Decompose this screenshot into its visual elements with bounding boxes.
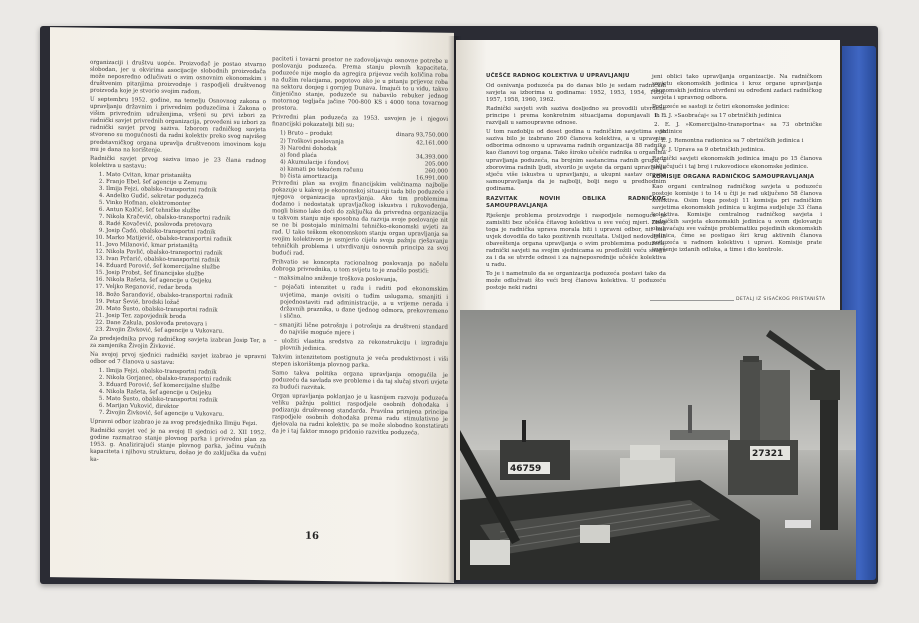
list-item: 22. Dane Zakula, poslovođa pretovara i <box>106 320 266 329</box>
harbor-photo-illustration <box>460 310 856 580</box>
list-item: 12. Nikola Pavlić, obalsko-transportni radnik <box>106 249 266 258</box>
list-item: 17. Veljko Reganović, redar broda <box>106 284 266 293</box>
paragraph: paciteti i tovarni prostor ne zadovoljavaju osnovne potrebe u poslovanju poduzeća. Prema stanju plovnih kapaciteta, poduzeće nije moglo da agregira prijevoz većih količina roba na dužim relacijama, pogotovo ako je u pitanju prijevoz roba na sektoru donjeg i gornjeg Dunava. Imajući to u vidu, takvo činjenično stanje, poduzeće su nabavilo rebuker jednog motornog tegljača jačine 700-800 KS i 4000 tona tovarnog prostora. <box>272 56 448 112</box>
harbor-photo <box>460 310 856 580</box>
list-item: 2. Nikola Gorjanec, obalsko-transportni radnik <box>106 375 266 384</box>
list-item: 19. Petar Ševié, brodski ložač <box>106 299 266 308</box>
paragraph: Od osnivanja poduzeća pa do danas bilo je sedam radničkih savjeta sa izborima u godinama: 1952, 1953, 1954, 1956, 1957, 1958, 1960, 1962. <box>486 83 666 104</box>
row-label: 4) Akumulacije i fondovi <box>280 159 349 167</box>
paragraph: To je i nametnulo da se organizacija poduzeća postavi tako da može odlučivati što veći broj članova kolektiva. U poduzeću postoje neki radni <box>486 271 666 292</box>
paragraph: organizaciji i društvu uopće. Proizvodač je postao stvarno slobodan, jer u okvirima asocijacije slobodnih proizvodača može neposredno odlučivati o svim osnovnim ekonomskim i društvenim pitanjima proizvodnje i raspodjeli društvenog proizvoda koje je stvorio svojim radom. <box>90 59 266 96</box>
paragraph: Samo takva politika organa upravljanja omogućila je poduzeću da savlada sve probleme i da taj slučaj stvori uvjete za budući razvitak. <box>272 370 448 392</box>
row-value: 34,393.000 <box>415 153 448 161</box>
page-number: 16 <box>305 530 319 542</box>
paragraph: Privredni plan poduzeća za 1953. usvojen je i njegovi financijski pokazatelji bili su: <box>272 114 448 129</box>
list-item: 13. Ivan Prčarić, obalsko-transportni radnik <box>106 256 266 265</box>
list-item: 3. Ilmija Fejzi, obalsko-transportni radnik <box>106 186 266 195</box>
dash-item: – pojačati intenzitet u radu i raditi pod ekonomskim uvjetima, manje ovisiti o tuđim uslugama, smanjiti i pojednostaviti rad administracije, a u vrijeme nerada i državnih praznika, u dane tjednog odmora, prekovremeno i slično. <box>274 284 448 320</box>
list-item: 3. Eduard Porović, šef komercijalne službe <box>106 382 266 391</box>
left-page <box>50 27 454 583</box>
list-item: 11. Jovo Milanović, kmar pristaništa <box>106 242 266 251</box>
section-heading: RAZVITAK NOVIH OBLIKA RADNIČKOG SAMOUPRAVLJANJA <box>486 195 666 209</box>
board-members-list <box>90 368 266 420</box>
paragraph: Na svojoj prvoj sjednici radnički savjet izabrao je upravni odbor od 7 članova u sastavu: <box>90 351 266 366</box>
list-item: 5. Mato Šusto, obalsko-transportni radnik <box>106 396 266 405</box>
paragraph: Kao organi centralnog radničkog savjeta u poduzeću postoje komisije i to 14 u čiji je rad uključeno 58 članova kolektiva. Osim toga postoji 11 komisija pri radničkim savjetima ekonomskih jedinica u kojima sudjeluje 33 člana kolektiva. Komisije centralnog radničkog savjeta i radničkih savjeta ekonomskih jedinica u svom djelovanju obuhvaćaju sve važnije problematiku pojedinih ekonomskih jedinica, čime se postigao širi krug aktivnih članova poduzeća u radnom kolektivu i upravi. Komisije prate izvršenje izdanih odluka, a time i dio kontrole. <box>652 183 822 254</box>
caption-rule <box>650 300 734 301</box>
paragraph: Radnički savjet prvog saziva imao je 23 člana radnog kolektiva u sastavu: <box>90 155 266 170</box>
list-item: 3. E. J. Remontna radionica sa 7 obrtničkih jedinica i <box>654 138 804 145</box>
paragraph: Poduzeće se sastoji iz četiri ekonomske jedinice: <box>652 104 790 111</box>
row-value: 16,991.000 <box>415 175 448 182</box>
row-label: 1) Bruto – produkt <box>280 130 333 138</box>
row-label: 2) Troškovi poslovanja <box>280 137 344 145</box>
list-item: 6. Antun Kalčić, šef tehničke službe <box>106 207 266 216</box>
list-item: 4. Nikola Rašeta, šef agencije u Osijeku <box>106 389 266 398</box>
row-label: b) čista amortizacija <box>280 173 338 180</box>
paragraph: Takvim intenzitetom postignuta je veća produktivnost i viši stepen iskorištenja plovnog parka. <box>272 354 448 369</box>
list-item: 4. Andelko Gudić, sekretar poduzeća <box>106 193 266 202</box>
list-item: 10. Marko Matijević, obalsko-transportni radnik <box>106 235 266 244</box>
section-heading: UČEŠĆE RADNOG KOLEKTIVA U UPRAVLJANJU <box>486 73 630 79</box>
left-column-2 <box>272 56 448 440</box>
paragraph: Za predsjednika prvog radničkog savjeta izabran Josip Ter, a za zamjenika Živojin Živković. <box>90 335 266 350</box>
paragraph: Radnički savjeti ekonomskih jedinica imaju po 15 članova uključujući i taj broj i rukovodioce ekonomske jedinice. <box>652 156 822 170</box>
paragraph: Radnički savjeti svih saziva dosljedno su provodili utvrđene principe i prema konkretnim situacijama dopunjavali ih i razvijali u samoupravne odnose. <box>486 106 666 127</box>
right-column-1 <box>486 70 666 294</box>
paragraph: Upravni odbor izabrao je za svog predsjednika Ilmiju Fejzi. <box>90 419 258 428</box>
photo-caption: DETALJ IZ SISAČKOG PRISTANIŠTA <box>736 297 826 302</box>
row-value: 205.000 <box>424 161 448 168</box>
dash-item: – maksimalno sniženje troškova poslovanja, <box>274 275 398 284</box>
list-item: 4. E. J. Uprava sa 9 obrtničkih jedinica. <box>654 147 766 154</box>
paragraph: U septembru 1952. godine, na temelju Osnovnog zakona o upravljanju državnim i privrednim poduzećima i Zakona o višim privrednim udruženjima, vršeni su prvi izbori za radnički savjet privrednih organizacija, provedeni su izbori za radnički savjet prvog saziva. Izborom radničkog savjeta stvoreno su mogućnosti da radni kolektiv preko svog najvišeg predstavničkog organa upravlja društvenom imovinom koju mu je dana na korištenje. <box>90 96 266 154</box>
list-item: 21. Josip Ter, zapovjednik broda <box>106 313 266 322</box>
row-label: a) fond plaća <box>280 152 317 159</box>
list-item: 23. Živojin Živković, šef agencije u Vukovaru. <box>106 327 266 336</box>
list-item: 2. E. J. »Komercijalno-transportna« sa 73 obrtničke jedinice <box>654 122 822 136</box>
right-column-2 <box>652 74 822 256</box>
list-item: 2. Franjo Ebel, šef agencije u Zemunu <box>106 179 266 188</box>
left-column-1 <box>90 60 266 468</box>
boat-number-left: 46759 <box>510 464 542 474</box>
list-item: 9. Josip Čadó, obalsko-transportni radnik <box>106 228 266 237</box>
list-item: 20. Mato Šusto, obalsko-transportni radnik <box>106 306 266 315</box>
list-item: 14. Eduard Porović, šef komercijalne službe <box>106 263 266 272</box>
row-value: 42,161.000 <box>415 139 448 147</box>
row-value: dinara 93,750.000 <box>395 132 448 140</box>
row-value: 260.000 <box>424 168 448 175</box>
row-label: 3) Narodni dohodak <box>280 144 337 152</box>
paragraph: jeni oblici tako upravljanja organizacije. Na radničkom savjetu ekonomskih jedinica i kroz organe upravljanja ekonomskih jedinica utvrđeni su određeni zadaci radničkog savjeta i upravnog odbora. <box>652 74 822 102</box>
section-heading: KOMISIJE ORGANA RADNIČKOG SAMOUPRAVLJANJA <box>652 173 815 180</box>
paragraph: U tom razdoblju od deset godina u radničkim savjetima svih saziva bilo je izabrano 260 članova kolektiva, a u upravnim odborima odnosno u upravama radnih organizacija 88 radnika kao članovi tog organa. Tako široko učešće radnika u organima upravljanja poduzeća, na brojnim sastancima radnih grupa, u zborovima radnih ljudi, stvorilo je uvjete da organi upravljanja stječu više iskustva u upravljanju, a ukupni sastav organa samoupravljanja da je najbolji, bolji nego u predhodnim godinama. <box>486 129 666 192</box>
list-item: 1. Ilmija Fejzi, obalsko-transportni radnik <box>106 368 266 377</box>
list-item: 1. Mato Cvitan, kmar pristaništa <box>106 172 266 181</box>
dash-item: – uložiti vlastita sredstva za rekonstrukciju i izgradnju plovnih jedinica. <box>274 338 448 352</box>
list-item: 6. Marijan Vuković, direktor <box>106 403 266 412</box>
list-item: 8. Radé Kovačević, poslovođa pretovara <box>106 221 266 230</box>
list-item: 18. Božo Šarandović, obalsko-transportni radnik <box>106 291 266 300</box>
list-item: 5. Vinko Hofman, elektromonter <box>106 200 266 209</box>
list-item: 16. Nikola Rašeta, šef agencije u Osijeku <box>106 277 266 286</box>
list-item: 7. Živojin Živković, šef agencije u Vukovaru. <box>106 410 266 419</box>
council-members-list <box>90 171 266 336</box>
paragraph: Prihvatio se koncepta racionalnog poslovanja po načelu dobroga privrednika, u tom svijetu to je značilo postići: <box>272 259 448 275</box>
paragraph: Radnički savjet već je na svojoj II sjednici od 2. XII 1952. godine razmatrao stanje plovnog parka i privredni plan za 1953. g. Analizirajući stanje plovnog parka, jačinu vučnih kapaciteta i njihovu strukturu, došao je do zaključka da vučni ka- <box>90 428 266 463</box>
paragraph: Rješenje problema proizvodnje i raspodjele nemoguće je zamisliti bez učešća čitavog kolektiva u sve većoj mjeri. Zbog toga je radnička uprava morala biti i upravni odbor, nit ona uvjek dovodila do tako pozitivnih rezultata. Uslijed nedovoljnih obaveštenja organa upravljanja o svim problemima poduzeća, radnički savjeti na svojim sjednicama su predložili veću snagu za i da se utvrde odnosi i za najneposrednije učešće kolektiva u radu. <box>486 212 666 269</box>
paragraph: Organ upravljanja poklanjao je u kasnijem razvoju poduzeća veliku pažnju politici raspodjele osobnih dohodaka i podizanju društvenog standarda. Pravilna primjena principa raspodjele osobnih dohodaka prema radu stimulativno je djelovala na radni kolektiv, pa se može slobodno konstatirati da je i taj faktor mnogo pridonio razvitku poduzeća. <box>272 393 448 437</box>
list-item: 7. Nikola Kračević, obalsko-transportni radnik <box>106 214 266 223</box>
dash-item: – smanjiti lične potrošnju i potrošnju za društveni standard do najviše moguće mjere i <box>274 321 448 337</box>
list-item: 1. E. J. »Saobraćaj« sa 17 obrtničkih jedinica <box>654 113 782 120</box>
row-label: a) kamati po tekućem računu <box>280 166 364 174</box>
boat-number-right: 27321 <box>752 449 784 459</box>
paragraph: Privredni plan sa svojim financijskim veličinama najbolje pokazuje u kakvoj je ekonomskoj situaciji tada bilo poduzeće i njegova organizacija upravljanja. Ako tim problemima dodamo i nedostatak upravljačkog iskustva i rukovođenja, mogli bismo lako doći do zaključka da privredna organizacija u takvom stanju nije sposobna da razvija svoje poslovanje nit se ne bi postojalo minimalni tehničko-ekonomski uvjeti za rad. U tako teškom ekonomskom stanju organ upravljanja sa svojim kolektivom je usmjerio cijelu svoju pažnju rješavanju tehničkih problema i utvrdivanju osnovnih principa za svoj budući rad. <box>272 180 448 257</box>
list-item: 15. Josip Probst, šef financijske službe <box>106 270 266 279</box>
